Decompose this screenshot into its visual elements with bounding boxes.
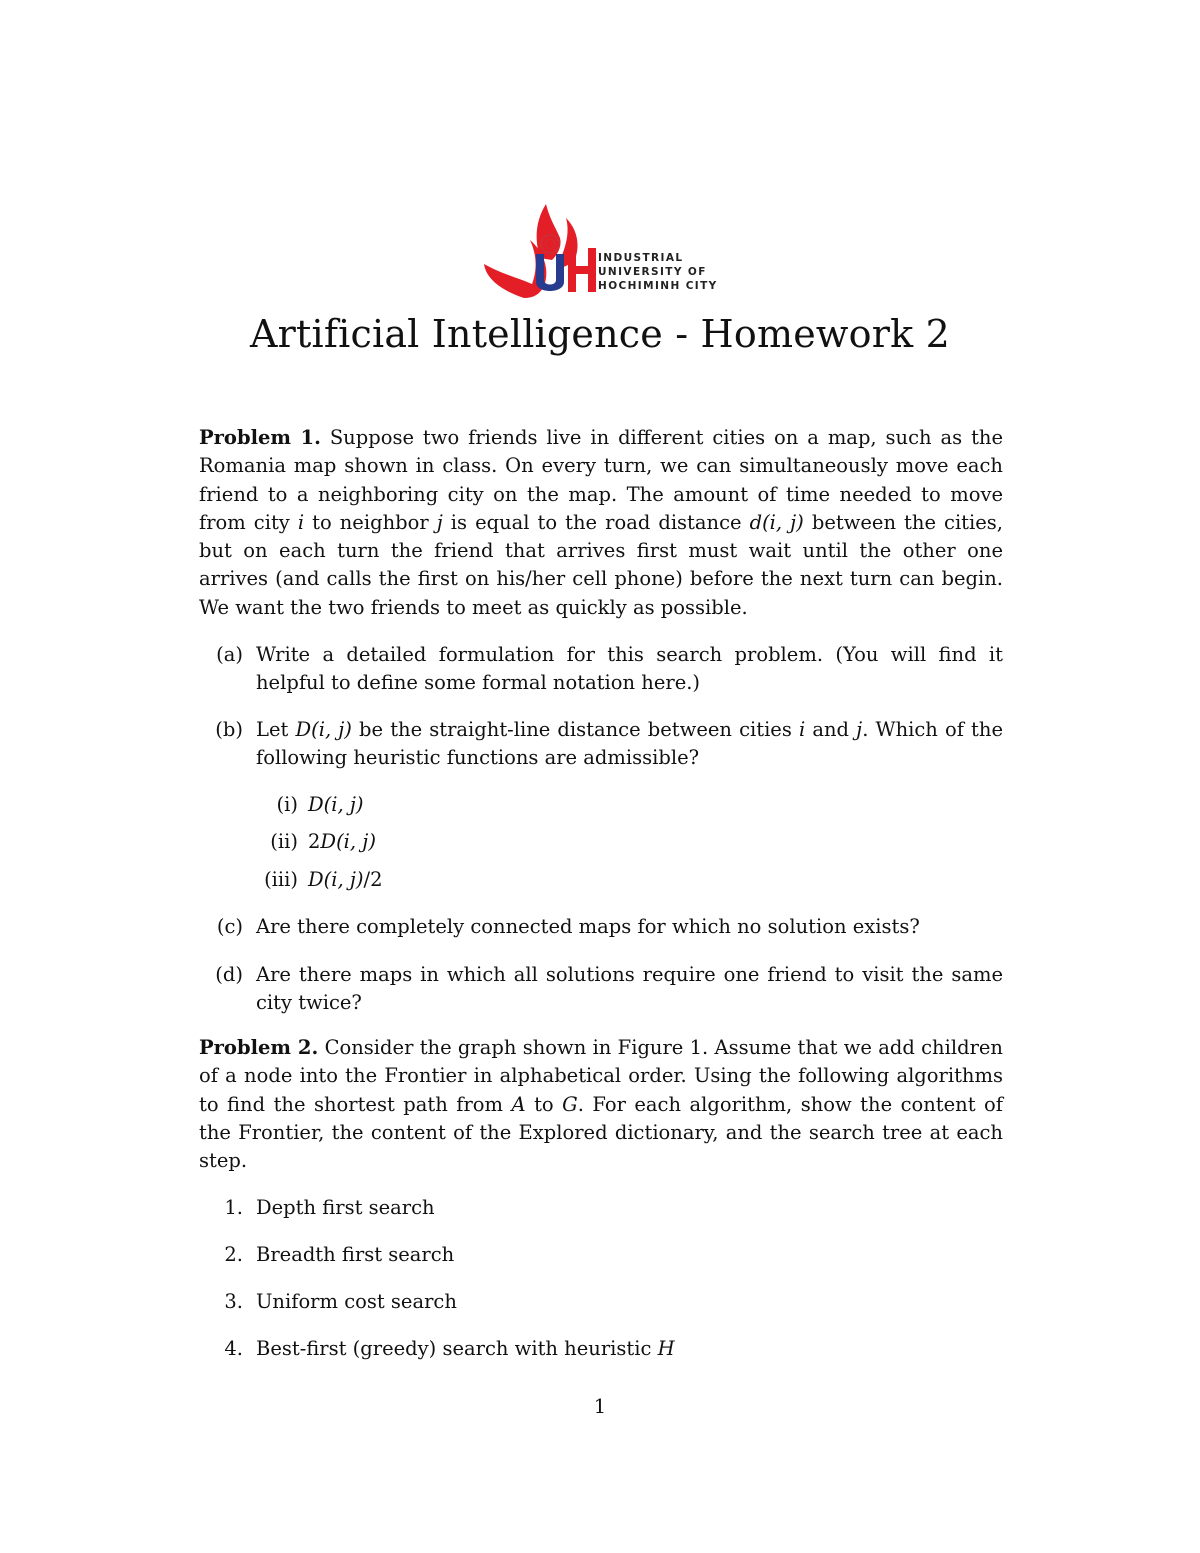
problem-2-text-1: Consider the graph shown in Figure 1. Assume that we add children of a node into the Frontier in alphabetical order. Using the following algorithms to find the shortest path from xyxy=(199,1036,1003,1116)
function-D: D xyxy=(295,718,312,741)
option-iii-label: (iii) xyxy=(264,868,298,891)
part-b-text-4: . Which of the following heuristic functions are admissible? xyxy=(256,718,1003,770)
part-a-label: (a) xyxy=(216,643,243,666)
option-i-expr xyxy=(308,791,908,819)
list-item-number: 4. xyxy=(224,1337,243,1360)
part-b-text-3: and xyxy=(805,718,857,741)
var-j: j xyxy=(436,510,443,534)
list-item-label: Breadth first search xyxy=(256,1243,455,1266)
problem-2-paragraph xyxy=(199,1034,1003,1175)
problem-1-paragraph xyxy=(199,424,1003,622)
logo-text xyxy=(598,251,718,293)
function-d: d xyxy=(749,510,763,534)
list-item-text xyxy=(256,1241,1003,1269)
option-iii-args: (i, j) xyxy=(323,868,364,891)
function-D-args: (i, j) xyxy=(311,718,352,741)
part-b-label: (b) xyxy=(215,718,243,741)
problem-1-text-3: is equal to the road distance xyxy=(442,510,750,534)
var-j: j xyxy=(856,718,863,741)
list-item-text xyxy=(256,1288,1003,1316)
list-item-number: 3. xyxy=(224,1290,243,1313)
option-iii-suffix: /2 xyxy=(363,868,383,891)
page-number: 1 xyxy=(593,1395,607,1418)
option-i-label: (i) xyxy=(276,793,298,816)
var-i: i xyxy=(297,510,305,534)
part-c-label: (c) xyxy=(216,915,243,938)
problem-2-text-3: . For each algorithm, show the content of the Frontier, the content of the Explored dictionary, and the search tree at each step. xyxy=(199,1092,1003,1173)
part-b-text xyxy=(256,716,1003,773)
logo-line-3: HOCHIMINH CITY xyxy=(598,280,718,292)
option-iii-fn: D xyxy=(308,868,324,891)
part-b-text-2: be the straight-line distance between cities xyxy=(351,718,799,741)
problem-1-text-4: between the cities, but on each turn the friend that arrives first must wait until the other one arrives (and calls the first on his/her cell phone) before the next turn can begin. We want the two friends to meet as quickly as possible. xyxy=(199,510,1003,619)
part-a-text: Write a detailed formulation for this search problem. (You will find it helpful to define some formal notation here.) xyxy=(256,643,1003,695)
function-d-args: (i, j) xyxy=(762,510,804,534)
problem-1-heading: Problem 1. xyxy=(199,426,321,449)
problem-2-heading: Problem 2. xyxy=(199,1036,319,1059)
list-item-number: 2. xyxy=(224,1243,243,1266)
list-item-label: Depth first search xyxy=(256,1196,435,1219)
option-i-args: (i, j) xyxy=(323,793,364,816)
option-ii-fn: D xyxy=(320,830,337,853)
option-ii-args: (i, j) xyxy=(336,830,376,853)
logo-line-2: UNIVERSITY OF xyxy=(598,266,707,278)
list-item-label: Uniform cost search xyxy=(256,1290,457,1313)
list-item-text xyxy=(256,1194,1003,1222)
problem-1-text-1: Suppose two friends live in different cities on a map, such as the Romania map shown in class. On every turn, we can simultaneously move each friend to a neighboring city on the map. The amount of time needed to move from city xyxy=(199,426,1003,534)
university-logo xyxy=(480,198,730,312)
option-i-fn: D xyxy=(308,793,324,816)
node-A: A xyxy=(511,1092,526,1116)
list-item-label: Best-first (greedy) search with heuristic xyxy=(256,1337,658,1360)
logo-line-1: INDUSTRIAL xyxy=(598,252,684,264)
part-d-text: Are there maps in which all solutions require one friend to visit the same city twice? xyxy=(256,963,1003,1015)
var-i: i xyxy=(798,718,806,741)
part-d-label: (d) xyxy=(215,963,243,986)
list-item-number: 1. xyxy=(224,1196,243,1219)
part-c-text: Are there completely connected maps for which no solution exists? xyxy=(256,915,920,938)
list-item-text xyxy=(256,1335,1003,1363)
part-b-text-1: Let xyxy=(256,718,296,741)
option-iii-expr xyxy=(308,866,908,894)
problem-2-text-2: to xyxy=(525,1092,563,1116)
option-ii-prefix: 2 xyxy=(308,830,321,853)
option-ii-expr xyxy=(308,828,908,856)
list-item-var: H xyxy=(657,1337,675,1360)
option-ii-label: (ii) xyxy=(270,830,298,853)
document-title: Artificial Intelligence - Homework 2 xyxy=(250,312,950,356)
problem-1-text-2: to neighbor xyxy=(304,510,437,534)
node-G: G xyxy=(562,1092,578,1116)
